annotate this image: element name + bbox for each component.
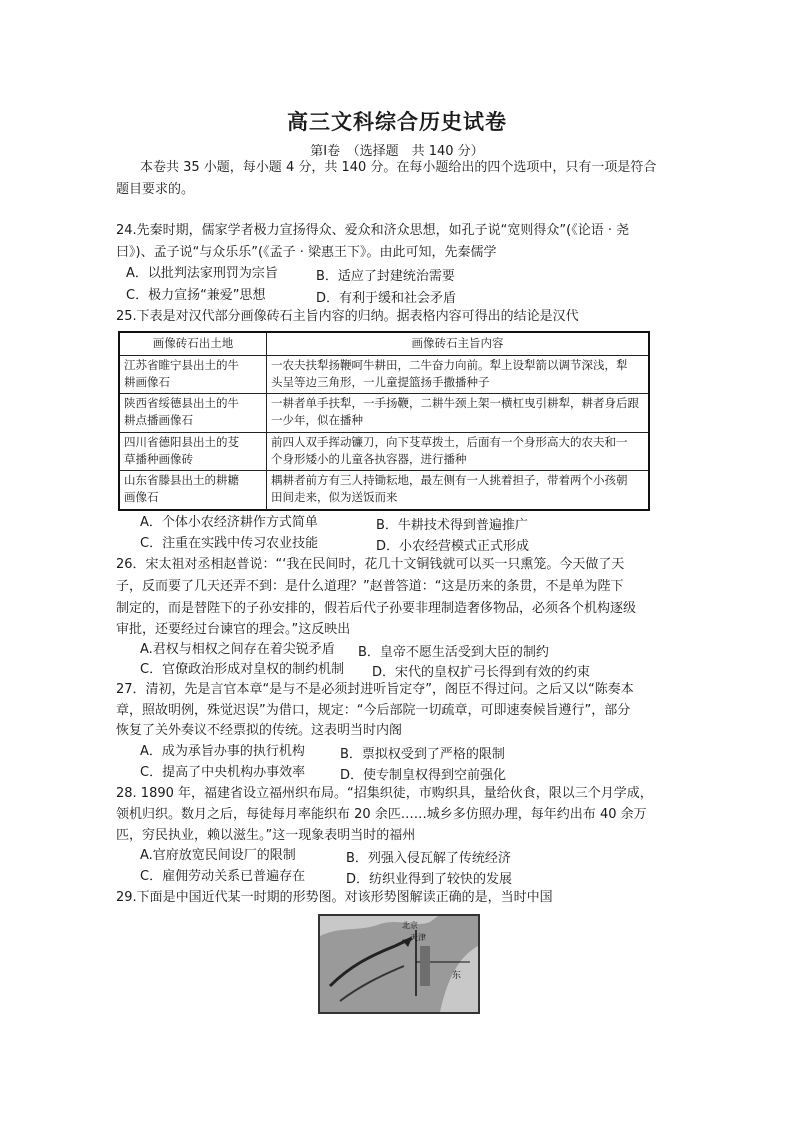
table-cell-place: 四川省德阳县出土的芟 草播种画像砖 [119, 432, 267, 470]
q26-stem-line-2: 子，反而要了几天还弄不到：是什么道理？”赵普答道：“这是历来的条贯，不是单为陛下 [116, 579, 624, 594]
q24-stem-line-2: 曰》)、孟子说“与众乐乐”(《孟子 · 梁惠王下》。由此可知，先秦儒学 [116, 245, 497, 260]
q24-option-b: B．适应了封建统治需要 [316, 269, 455, 284]
q27-option-d: D．使专制皇权得到空前强化 [340, 768, 507, 783]
q26-option-d: D．宋代的皇权扩弓长得到有效的约束 [372, 665, 591, 680]
q26-option-a: A.君权与相权之间存在着尖锐矛盾 [140, 642, 335, 657]
relief-table [118, 331, 650, 511]
table-row [119, 394, 649, 432]
table-row [119, 432, 649, 470]
q24-stem-line-1: 24.先秦时期，儒家学者极力宣扬得众、爱众和济众思想，如孔子说“宽则得众”(《论语 · 尧 [116, 223, 630, 238]
section-subtitle: 第Ⅰ卷 （选择题 共 140 分） [310, 144, 484, 159]
q25-stem: 25.下表是对汉代部分画像砖石主旨内容的归纳。据表格内容可得出的结论是汉代 [116, 309, 579, 324]
intro-line-1: 本卷共 35 小题，每小题 4 分，共 140 分。在每小题给出的四个选项中，只有一项是符合 [140, 160, 657, 175]
situation-map [318, 914, 480, 1014]
table-cell-place: 江苏省睢宁县出土的牛 耕画像石 [119, 356, 267, 394]
q27-stem-line-2: 章，照故明例，殊觉迟误”为借口，规定：“今后部院一切疏章，可即速奏候旨遵行”，部分 [116, 703, 631, 718]
map-label-beijing: 北京 [402, 921, 418, 930]
q26-stem-line-4: 审批，还要经过台谏官的理会。”这反映出 [116, 622, 351, 637]
q28-stem-line-2: 领机归织。数月之后，每徒每月率能织布 20 余匹……城乡多仿照办理，每年约出布 40 余万 [116, 807, 647, 822]
q28-stem-line-3: 匹，穷民执业，赖以滋生。”这一现象表明当时的福州 [116, 828, 416, 843]
table-row [119, 356, 649, 394]
q26-stem-line-1: 26．宋太祖对丞相赵普说：“‘我在民间时，花几十文铜钱就可以买一只熏笼。今天做了天 [116, 557, 625, 572]
q26-option-b: B．皇帝不愿生活受到大臣的制约 [358, 645, 549, 660]
q29-stem: 29.下面是中国近代某一时期的形势图。对该形势图解读正确的是，当时中国 [116, 890, 553, 905]
q25-option-d: D．小农经营模式正式形成 [376, 539, 530, 554]
q28-option-b: B．列强入侵瓦解了传统经济 [346, 851, 511, 866]
q28-option-c: C．雇佣劳动关系已普遍存在 [140, 869, 306, 884]
q24-option-c: C．极力宣扬“兼爱”思想 [126, 288, 266, 303]
table-cell-content: 一农夫扶犁扬鞭呵牛耕田，二牛奋力向前。犁上设犁箭以调节深浅，犁 头呈等边三角形，一儿童提篮扬手撒播种子 [267, 356, 650, 394]
q28-stem-line-1: 28. 1890 年，福建省设立福州织布局。“招集织徒，市购织具，量给伙食，限以三个月学成， [116, 786, 653, 801]
q26-stem-line-3: 制定的，而是替陛下的子孙安排的，假若后代子孙要非理制造奢侈物品，必须各个机构逐级 [116, 601, 637, 616]
map-graphic [320, 916, 478, 1012]
q24-option-d: D．有利于缓和社会矛盾 [316, 291, 457, 306]
q26-option-c: C．官僚政治形成对皇权的制约机制 [140, 662, 345, 677]
page-title: 高三文科综合历史试卷 [287, 109, 507, 134]
intro-line-2: 题目要求的。 [116, 182, 195, 197]
q28-option-d: D．纺织业得到了较快的发展 [346, 872, 513, 887]
table-cell-place: 陕西省绥德县出土的牛 耕点播画像石 [119, 394, 267, 432]
q27-option-b: B．票拟权受到了严格的限制 [340, 747, 505, 762]
q28-option-a: A.官府放宽民间设厂的限制 [140, 848, 296, 863]
q25-option-a: A．个体小农经济耕作方式简单 [140, 515, 318, 530]
q25-option-b: B．牛耕技术得到普遍推广 [376, 518, 528, 533]
q27-option-a: A．成为承旨办事的执行机构 [140, 744, 305, 759]
table-cell-content: 耦耕者前方有三人持锄耘地，最左侧有一人挑着担子，带着两个小孩朝 田间走来，似为送饭而来 [267, 471, 650, 510]
table-row [119, 471, 649, 510]
map-label-tianjin: 天津 [410, 933, 426, 942]
q27-stem-line-3: 恢复了关外奏议不经票拟的传统。这表明当时内阁 [116, 723, 403, 738]
q25-option-c: C．注重在实践中传习农业技能 [140, 536, 319, 551]
table-header-place: 画像砖石出土地 [119, 332, 267, 356]
q24-option-a: A．以批判法家刑罚为宗旨 [126, 266, 278, 281]
table-cell-place: 山东省滕县出土的耕耱 画像石 [119, 471, 267, 510]
q27-option-c: C．提高了中央机构办事效率 [140, 765, 306, 780]
map-label-east: 东 [452, 971, 462, 981]
q27-stem-line-1: 27．清初，先是言官本章“是与不是必须封进听旨定夺”，阁臣不得过问。之后又以“陈奏本 [116, 682, 634, 697]
table-cell-content: 前四人双手挥动镰刀，向下芟草拨土，后面有一个身形高大的农夫和一 个身形矮小的儿童各执容器，进行播种 [267, 432, 650, 470]
table-header-content: 画像砖石主旨内容 [267, 332, 650, 356]
table-cell-content: 一耕者单手扶犁，一手扬鞭，二耕牛颈上架一横杠曳引耕犁，耕者身后跟 一少年，似在播种 [267, 394, 650, 432]
table-header-row [119, 332, 649, 356]
